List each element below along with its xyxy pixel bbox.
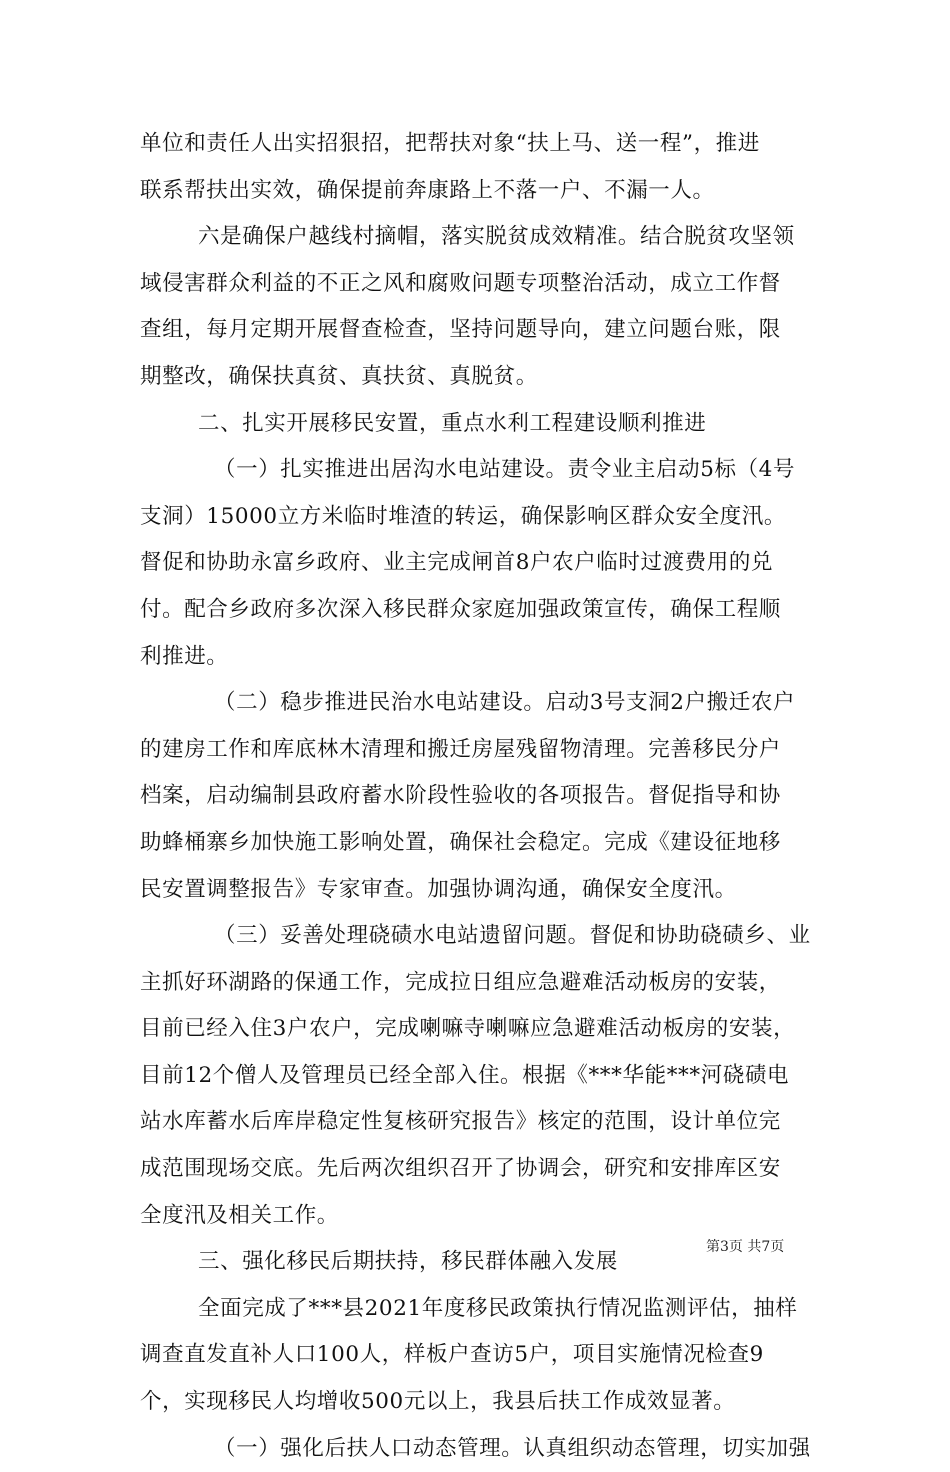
section-heading: 二、扎实开展移民安置，重点水利工程建设顺利推进 xyxy=(198,410,707,436)
text-line: 目前12个僧人及管理员已经全部入住。根据《***华能***河硗碛电 xyxy=(140,1062,790,1088)
paragraph-start: 六是确保户越线村摘帽，落实脱贫成效精准。结合脱贫攻坚领 xyxy=(198,224,795,250)
text-line: 调查直发直补人口100人，样板户查访5户，项目实施情况检查9 xyxy=(140,1342,764,1368)
text-line: 期整改，确保扶真贫、真扶贫、真脱贫。 xyxy=(140,363,538,389)
text-line: 利推进。 xyxy=(140,643,229,669)
paragraph-start: （三）妥善处理硗碛水电站遗留问题。督促和协助硗碛乡、业 xyxy=(214,923,811,949)
text-line: 助蜂桶寨乡加快施工影响处置，确保社会稳定。完成《建设征地移 xyxy=(140,829,781,855)
paragraph-start: 全面完成了***县2021年度移民政策执行情况监测评估，抽样 xyxy=(198,1295,798,1321)
text-line: 查组，每月定期开展督查检查，坚持问题导向，建立问题台账，限 xyxy=(140,317,781,343)
text-line: 支洞）15000立方米临时堆渣的转运，确保影响区群众安全度汛。 xyxy=(140,503,786,529)
text-line: 民安置调整报告》专家审查。加强协调沟通，确保安全度汛。 xyxy=(140,876,737,902)
text-line: 档案，启动编制县政府蓄水阶段性验收的各项报告。督促指导和协 xyxy=(140,783,781,809)
paragraph-start: （一）扎实推进出居沟水电站建设。责令业主启动5标（4号 xyxy=(214,457,796,483)
text-line: 联系帮扶出实效，确保提前奔康路上不落一户、不漏一人。 xyxy=(140,177,715,203)
page-number: 第3页 共7页 xyxy=(706,1239,785,1255)
text-line: 全度汛及相关工作。 xyxy=(140,1202,339,1228)
text-line: 主抓好环湖路的保通工作，完成拉日组应急避难活动板房的安装， xyxy=(140,969,781,995)
paragraph-start: （二）稳步推进民治水电站建设。启动3号支洞2户搬迁农户 xyxy=(214,690,796,716)
text-line: 成范围现场交底。先后两次组织召开了协调会，研究和安排库区安 xyxy=(140,1156,781,1182)
text-line: 单位和责任人出实招狠招，把帮扶对象“扶上马、送一程”，推进 xyxy=(140,131,760,156)
text-line: 域侵害群众利益的不正之风和腐败问题专项整治活动，成立工作督 xyxy=(140,270,781,296)
document-body xyxy=(140,121,810,1472)
text-line: 个，实现移民人均增收500元以上，我县后扶工作成效显著。 xyxy=(140,1389,736,1415)
text-line: 目前已经入住3户农户，完成喇嘛寺喇嘛应急避难活动板房的安装， xyxy=(140,1016,796,1042)
text-line: 督促和协助永富乡政府、业主完成闸首8户农户临时过渡费用的兑 xyxy=(140,550,774,576)
section-heading: 三、强化移民后期扶持，移民群体融入发展 xyxy=(198,1249,618,1275)
text-line: 的建房工作和库底林木清理和搬迁房屋残留物清理。完善移民分户 xyxy=(140,736,781,762)
text-line: 付。配合乡政府多次深入移民群众家庭加强政策宣传，确保工程顺 xyxy=(140,596,781,622)
paragraph-start: （一）强化后扶人口动态管理。认真组织动态管理，切实加强 xyxy=(214,1435,811,1461)
text-line: 站水库蓄水后库岸稳定性复核研究报告》核定的范围，设计单位完 xyxy=(140,1109,781,1135)
